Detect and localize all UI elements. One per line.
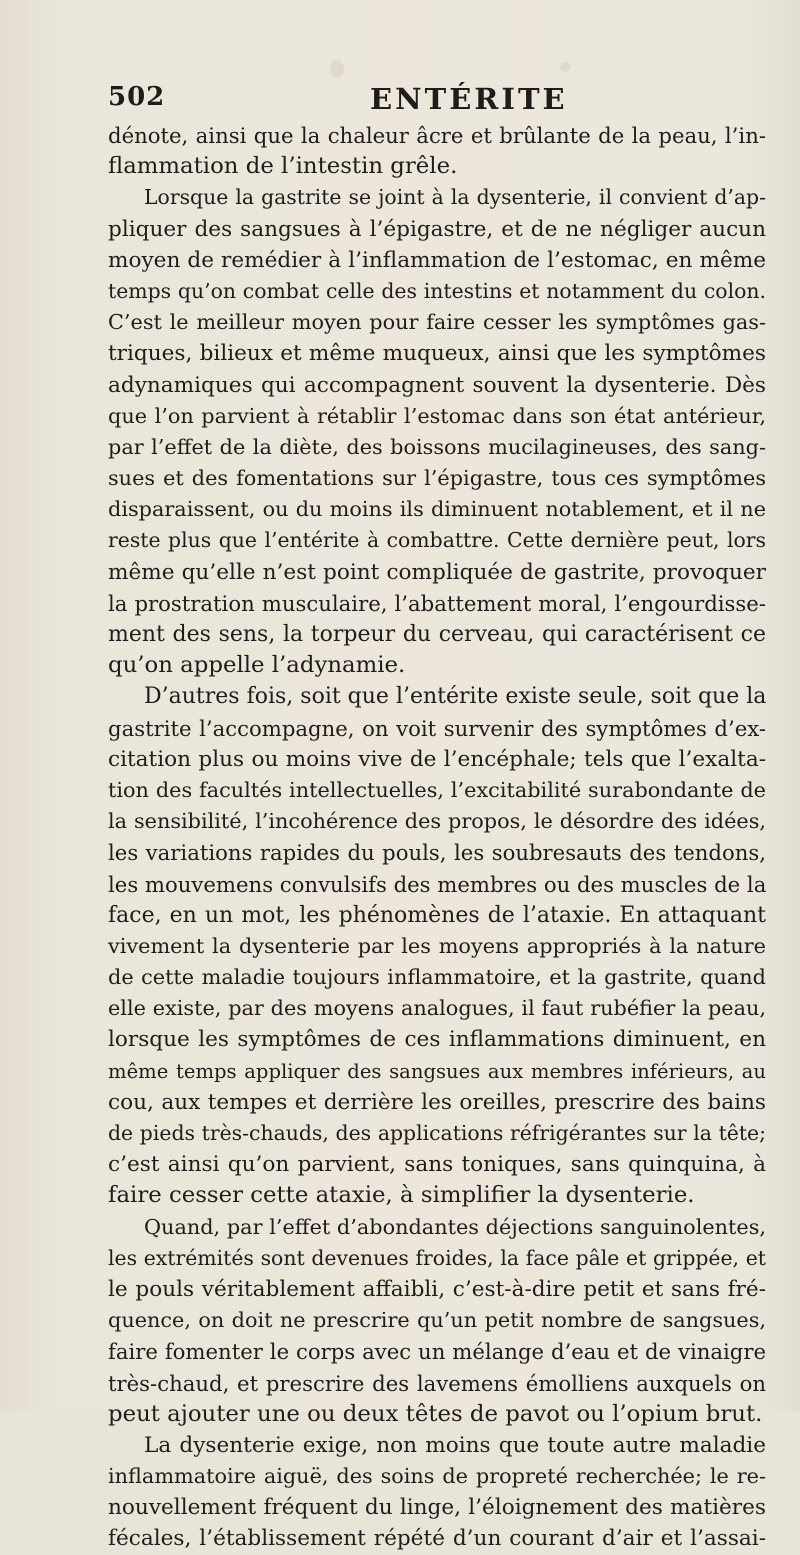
text-line: par l’effet de la diète, des boissons mucilagineuses, des sang-: [108, 434, 766, 459]
paper-stain: [560, 62, 570, 72]
text-line: dénote, ainsi que la chaleur âcre et brûlante de la peau, l’in-: [108, 123, 766, 148]
text-line: La dysenterie exige, non moins que toute autre maladie: [144, 1432, 766, 1458]
text-line: nouvellement fréquent du linge, l’éloignement des matières: [108, 1495, 766, 1521]
text-line: triques, bilieux et même muqueux, ainsi que les symptômes: [108, 341, 766, 367]
text-line: quence, on doit ne prescrire qu’un petit nombre de sangsues,: [108, 1308, 766, 1333]
text-line: le pouls véritablement affaibli, c’est-à-dire petit et sans fré-: [108, 1276, 766, 1302]
text-line: très-chaud, et prescrire des lavemens émolliens auxquels on: [108, 1370, 766, 1396]
text-line: temps qu’on combat celle des intestins et notamment du colon.: [108, 278, 766, 303]
text-line: peut ajouter une ou deux têtes de pavot ou l’opium brut.: [108, 1400, 763, 1427]
text-line: C’est le meilleur moyen pour faire cesser les symptômes gas-: [108, 310, 766, 335]
text-line: les mouvemens convulsifs des membres ou des muscles de la: [108, 871, 766, 897]
text-line: les variations rapides du pouls, les soubresauts des tendons,: [108, 840, 766, 866]
text-line: gastrite l’accompagne, on voit survenir des symptômes d’ex-: [108, 715, 766, 741]
text-line: sues et des fomentations sur l’épigastre, tous ces symptômes: [108, 466, 766, 491]
text-line: adynamiques qui accompagnent souvent la dysenterie. Dès: [108, 372, 766, 398]
text-line: de cette maladie toujours inflammatoire, et la gastrite, quand: [108, 965, 766, 990]
text-line: de pieds très-chauds, des applications réfrigérantes sur la tête;: [108, 1121, 766, 1145]
text-line: la sensibilité, l’incohérence des propos, le désordre des idées,: [108, 809, 766, 834]
text-line: faire cesser cette ataxie, à simplifier la dysenterie.: [108, 1182, 695, 1209]
text-line: flammation de l’intestin grêle.: [108, 153, 458, 180]
text-line: même temps appliquer des sangsues aux membres inférieurs, au: [108, 1059, 766, 1083]
text-line: Lorsque la gastrite se joint à la dysenterie, il convient d’ap-: [144, 185, 766, 210]
text-line: cou, aux tempes et derrière les oreilles, prescrire des bains: [108, 1089, 766, 1115]
running-title: ENTÉRITE: [370, 82, 568, 116]
text-line: que l’on parvient à rétablir l’estomac dans son état antérieur,: [108, 403, 766, 428]
page-header: [80, 82, 730, 122]
text-line: les extrémités sont devenues froides, la face pâle et grippée, et: [108, 1245, 766, 1270]
text-line: vivement la dysenterie par les moyens appropriés à la nature: [108, 933, 766, 958]
text-line: reste plus que l’entérite à combattre. Cette dernière peut, lors: [108, 528, 766, 553]
text-line: disparaissent, ou du moins ils diminuent notablement, et il ne: [108, 497, 766, 522]
text-line: c’est ainsi qu’on parvient, sans toniques, sans quinquina, à: [108, 1152, 766, 1178]
page-number: 502: [108, 82, 166, 112]
text-line: pliquer des sangsues à l’épigastre, et de ne négliger aucun: [108, 216, 766, 242]
text-line: face, en un mot, les phénomènes de l’ataxie. En attaquant: [108, 902, 766, 928]
text-body: [108, 120, 766, 1555]
paper-stain: [330, 60, 344, 78]
text-line: tion des facultés intellectuelles, l’excitabilité surabondante de: [108, 777, 766, 802]
text-line: inflammatoire aiguë, des soins de propreté recherchée; le re-: [108, 1464, 766, 1489]
text-line: lorsque les symptômes de ces inflammations diminuent, en: [108, 1027, 766, 1053]
text-line: même qu’elle n’est point compliquée de gastrite, provoquer: [108, 559, 766, 585]
text-line: la prostration musculaire, l’abattement moral, l’engourdisse-: [108, 590, 766, 616]
text-line: qu’on appelle l’adynamie.: [108, 652, 406, 679]
text-line: Quand, par l’effet d’abondantes déjections sanguinolentes,: [144, 1214, 766, 1239]
text-line: ment des sens, la torpeur du cerveau, qui caractérisent ce: [108, 622, 766, 647]
text-line: faire fomenter le corps avec un mélange d’eau et de vinaigre: [108, 1339, 766, 1365]
text-line: D’autres fois, soit que l’entérite existe seule, soit que la: [144, 684, 766, 710]
text-line: elle existe, par des moyens analogues, il faut rubéfier la peau,: [108, 996, 766, 1021]
text-line: moyen de remédier à l’inflammation de l’estomac, en même: [108, 247, 766, 273]
text-line: citation plus ou moins vive de l’encéphale; tels que l’exalta-: [108, 746, 766, 772]
text-line: fécales, l’établissement répété d’un courant d’air et l’assai-: [108, 1526, 766, 1552]
